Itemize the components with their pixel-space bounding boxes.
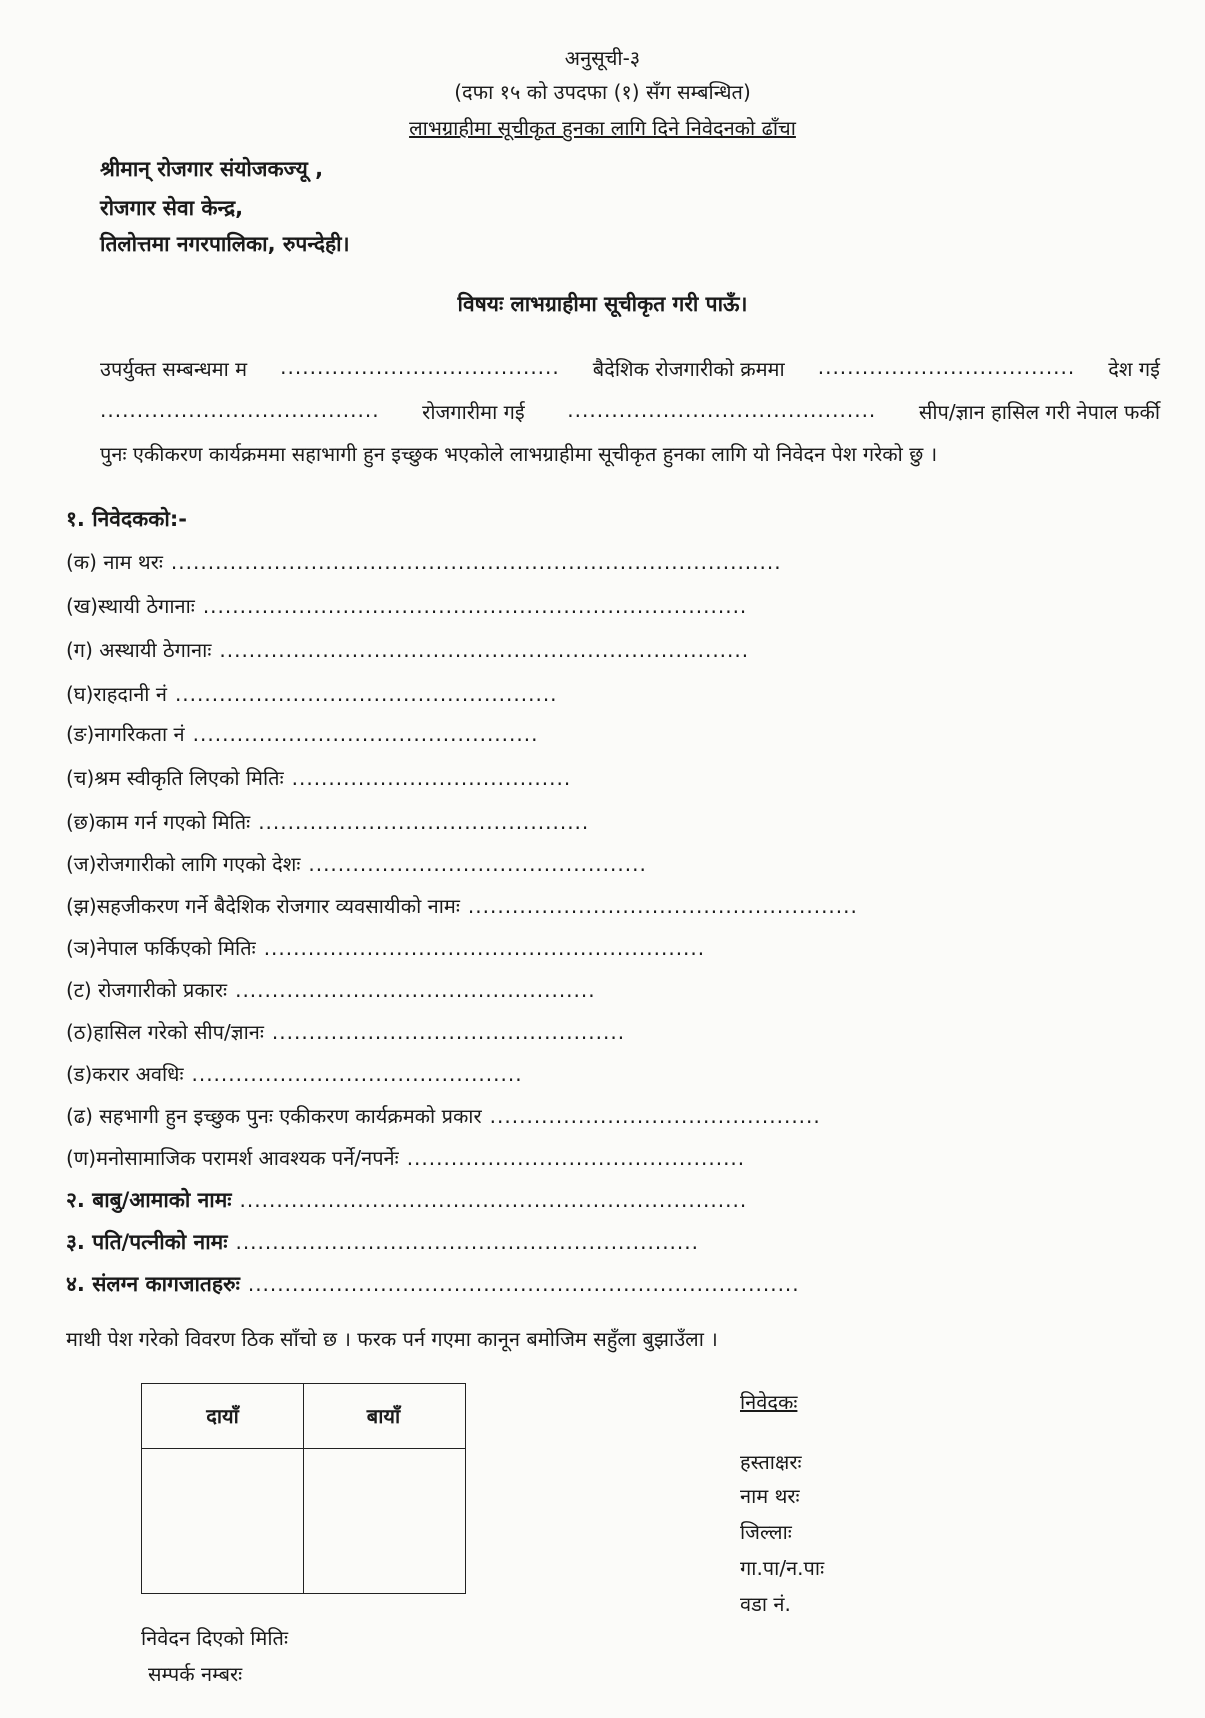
field-blank[interactable]: ................................................ [271, 1020, 626, 1044]
field-blank[interactable]: ........................................................................ [219, 638, 750, 662]
blank-country: ................................... [817, 355, 1076, 379]
right-thumb-header: दायाँ [206, 1404, 239, 1428]
field-row [66, 1018, 625, 1045]
field-row [66, 764, 571, 791]
field-label: (ट) रोजगारीको प्रकारः [66, 978, 228, 1002]
field-blank[interactable]: ............................................................ [263, 936, 706, 960]
thumbprint-table [141, 1383, 466, 1594]
schedule-label: अनुसूची-३ [564, 46, 641, 70]
addressee-line-1: श्रीमान् रोजगार संयोजकज्यू , [100, 157, 324, 181]
field-blank[interactable]: ............................................. [191, 1062, 523, 1086]
field-label: (ज)रोजगारीको लागि गएको देशः [66, 852, 301, 876]
field-row [66, 850, 647, 877]
left-thumb-header: बायाँ [366, 1404, 401, 1428]
field-row [66, 934, 705, 961]
body-text: सीप/ज्ञान हासिल गरी नेपाल फर्की [918, 400, 1160, 424]
section-1-title: १. निवेदकको:- [66, 507, 187, 531]
field-row [66, 680, 558, 707]
numbered-field-blank[interactable]: ..................................................................... [239, 1188, 748, 1212]
field-row [66, 720, 538, 747]
body-text: उपर्युक्त सम्बन्धमा म [100, 357, 248, 381]
form-title: लाभग्राहीमा सूचीकृत हुनका लागि दिने निवेदनको ढाँचा [409, 116, 796, 140]
declaration: माथी पेश गरेको विवरण ठिक साँचो छ । फरक पर्न गएमा कानून बमोजिम सहुँला बुझाउँला । [66, 1327, 718, 1351]
subject-line: विषयः लाभग्राहीमा सूचीकृत गरी पाऊँ। [457, 292, 748, 316]
field-blank[interactable]: .............................................. [308, 852, 647, 876]
field-row [66, 1144, 745, 1171]
field-label: (क) नाम थरः [66, 550, 163, 574]
field-blank[interactable]: ...................................... [291, 766, 572, 790]
numbered-field-label: ३. पति/पत्नीको नामः [66, 1230, 228, 1254]
field-label: (झ)सहजीकरण गर्ने बैदेशिक रोजगार व्यवसायीको नामः [66, 894, 460, 918]
field-label: (ड)करार अवधिः [66, 1062, 184, 1086]
field-blank[interactable]: ............................................... [192, 722, 539, 746]
blank-name: ...................................... [280, 355, 560, 379]
field-label: (ङ)नागरिकता नं [66, 722, 185, 746]
field-blank[interactable]: ..................................................... [467, 894, 858, 918]
addressee-line-2: रोजगार सेवा केन्द्र, [100, 196, 244, 220]
body-text: देश गई [1108, 357, 1160, 381]
numbered-field-label: २. बाबु/आमाको नामः [66, 1188, 232, 1212]
addressee-line-3: तिलोत्तमा नगरपालिका, रुपन्देही। [100, 232, 350, 256]
body-line-2 [100, 398, 1160, 425]
application-date-label: निवेदन दिएको मितिः [141, 1626, 288, 1650]
numbered-field-label: ४. संलग्न कागजातहरुः [66, 1272, 240, 1296]
field-label: (ख)स्थायी ठेगानाः [66, 594, 195, 618]
body-line-3: पुनः एकीकरण कार्यक्रममा सहाभागी हुन इच्छुक भएकोले लाभग्राहीमा सूचीकृत हुनका लागि यो निवेदन पेश गरेको छु । [100, 442, 938, 466]
field-label: (च)श्रम स्वीकृति लिएको मितिः [66, 766, 284, 790]
field-row [66, 548, 782, 575]
municipality-label: गा.पा/न.पाः [740, 1556, 825, 1580]
blank-skill: .......................................... [567, 398, 877, 422]
field-row [66, 1102, 821, 1129]
field-row [66, 976, 596, 1003]
field-blank[interactable]: .................................................... [174, 682, 558, 706]
field-label: (ञ)नेपाल फर्किएको मितिः [66, 936, 256, 960]
field-blank[interactable]: ................................................................................... [170, 550, 782, 574]
field-blank[interactable]: .............................................. [406, 1146, 746, 1170]
contact-number-label: सम्पर्क नम्बरः [148, 1662, 243, 1686]
body-line-1 [100, 355, 1160, 382]
numbered-field-row [66, 1228, 699, 1256]
field-blank[interactable]: ............................................. [489, 1104, 821, 1128]
name-label: नाम थरः [740, 1484, 800, 1508]
field-blank[interactable]: .......................................................................... [202, 594, 748, 618]
district-label: जिल्लाः [740, 1520, 792, 1544]
field-label: (ढ) सहभागी हुन इच्छुक पुनः एकीकरण कार्यक्रमको प्रकार [66, 1104, 482, 1128]
body-text: बैदेशिक रोजगारीको क्रममा [592, 357, 785, 381]
field-label: (ण)मनोसामाजिक परामर्श आवश्यक पर्ने/नपर्नेः [66, 1146, 399, 1170]
signature-label: हस्ताक्षरः [740, 1450, 802, 1474]
applicant-heading: निवेदकः [740, 1390, 798, 1414]
field-label: (ठ)हासिल गरेको सीप/ज्ञानः [66, 1020, 264, 1044]
field-row [66, 808, 589, 835]
numbered-field-blank[interactable]: ............................................................... [235, 1230, 699, 1254]
field-blank[interactable]: ................................................. [235, 978, 596, 1002]
body-text: रोजगारीमा गई [422, 400, 525, 424]
field-label: (छ)काम गर्न गएको मितिः [66, 810, 251, 834]
numbered-field-row [66, 1270, 800, 1298]
field-row [66, 1060, 523, 1087]
field-row [66, 636, 749, 663]
field-label: (ग) अस्थायी ठेगानाः [66, 638, 212, 662]
field-row [66, 892, 858, 919]
reference-line: (दफा १५ को उपदफा (१) सँग सम्बन्धित) [454, 80, 751, 104]
numbered-field-row [66, 1186, 747, 1214]
field-blank[interactable]: ............................................. [258, 810, 590, 834]
ward-label: वडा नं. [740, 1592, 791, 1616]
blank-duration: ...................................... [100, 398, 380, 422]
numbered-field-blank[interactable]: ........................................................................... [247, 1272, 800, 1296]
field-label: (घ)राहदानी नं [66, 682, 167, 706]
field-row [66, 592, 747, 619]
